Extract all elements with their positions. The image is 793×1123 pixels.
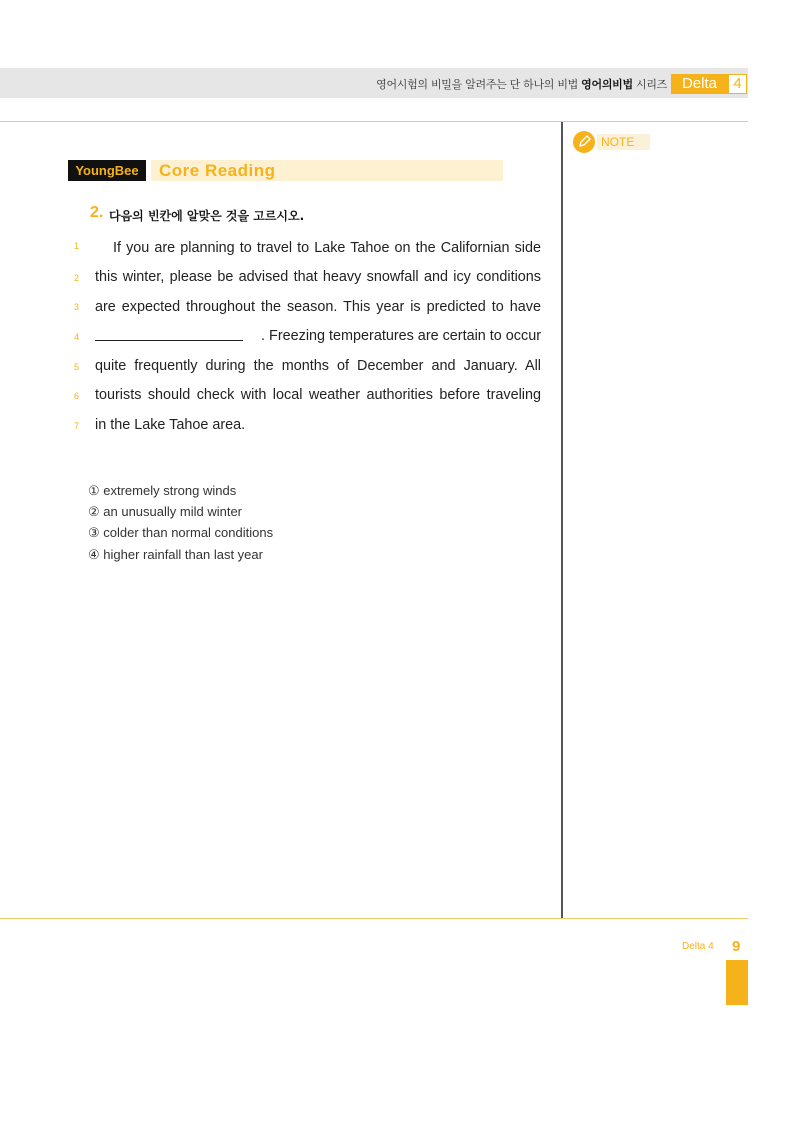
passage-line: are expected throughout the season. This year is predicted to have: [95, 299, 541, 315]
passage-line: quite frequently during the months of December and January. All: [95, 358, 541, 374]
series-badge: Delta: [671, 74, 728, 94]
passage-line-with-blank: [95, 327, 541, 345]
line-number: 6: [74, 391, 80, 401]
page-tab: [726, 960, 748, 1005]
page-number: 9: [732, 938, 741, 955]
answer-choice[interactable]: ② an unusually mild winter: [88, 504, 243, 519]
passage-line: If you are planning to travel to Lake Tahoe on the Californian side: [113, 240, 541, 256]
answer-choice[interactable]: ③ colder than normal conditions: [88, 525, 274, 540]
section-tag: YoungBee: [68, 160, 146, 181]
passage-line: in the Lake Tahoe area.: [95, 417, 246, 433]
passage-line: tourists should check with local weather authorities before traveling: [95, 387, 541, 403]
line-number: 7: [74, 421, 80, 431]
column-divider: [561, 122, 563, 918]
answer-blank: [95, 327, 243, 341]
top-rule: [0, 121, 748, 122]
footer-label: Delta 4: [682, 941, 714, 952]
bottom-rule: [0, 918, 748, 919]
section-title: Core Reading: [159, 161, 276, 180]
line-number: 1: [74, 241, 80, 251]
answer-choice[interactable]: ④ higher rainfall than last year: [88, 547, 263, 562]
line-number: 3: [74, 302, 80, 312]
question-number: 2.: [90, 204, 104, 221]
line-number: 2: [74, 273, 80, 283]
series-number: 4: [728, 74, 747, 94]
passage-line: this winter, please be advised that heavy snowfall and icy conditions: [95, 269, 541, 285]
passage-line-text: . Freezing temperatures are certain to occur: [261, 328, 541, 344]
series-title: 영어시험의 비밀을 알려주는 단 하나의 비법 영어의비법 시리즈: [376, 78, 667, 91]
line-number: 4: [74, 332, 80, 342]
question-prompt: 다음의 빈칸에 알맞은 것을 고르시오.: [109, 209, 305, 223]
pencil-icon: [573, 131, 595, 153]
note-label: NOTE: [597, 134, 650, 150]
answer-choice[interactable]: ① extremely strong winds: [88, 483, 237, 498]
line-number: 5: [74, 362, 80, 372]
